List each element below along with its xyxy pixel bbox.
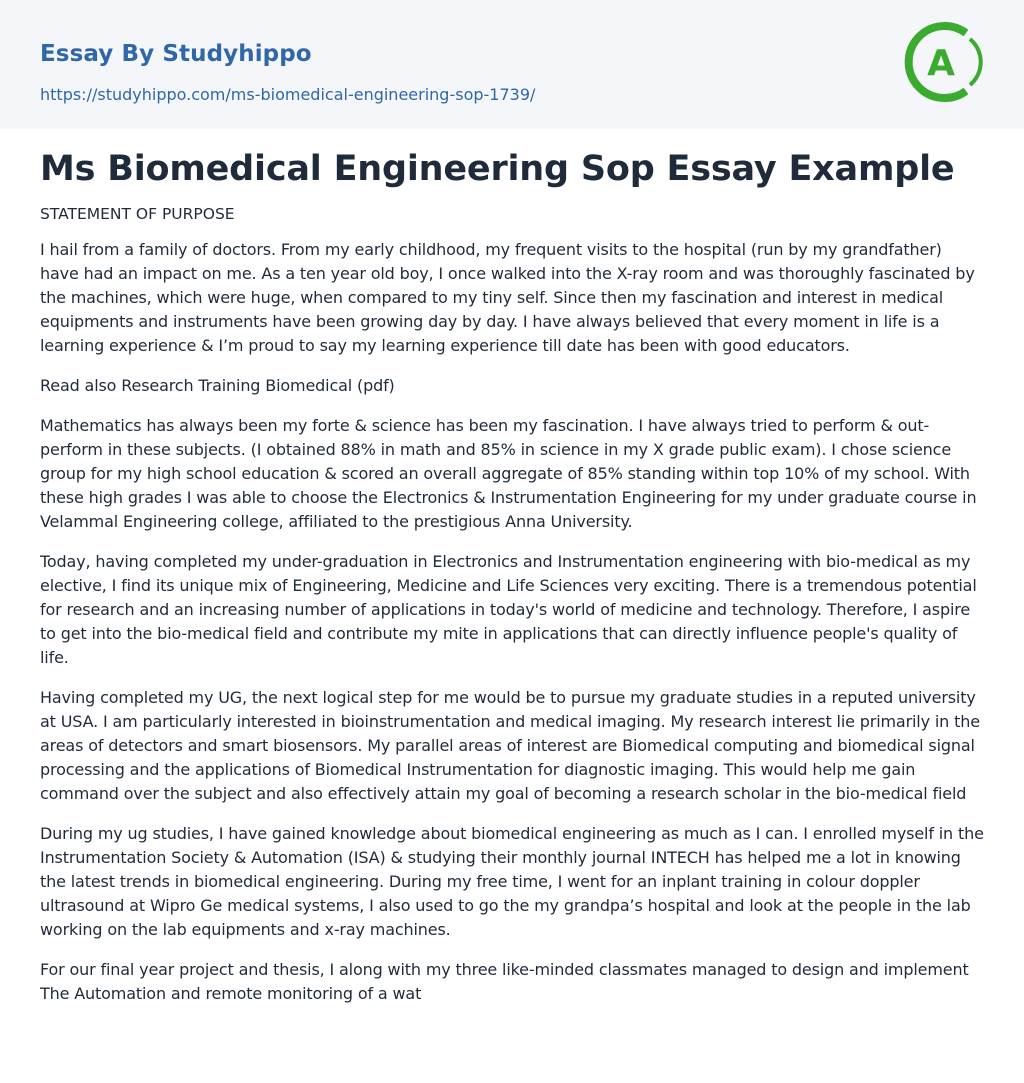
- page-title: Ms Biomedical Engineering Sop Essay Example: [40, 149, 955, 189]
- site-brand[interactable]: Essay By Studyhippo: [40, 41, 312, 67]
- paragraph-3: Mathematics has always been my forte & science has been my fascination. I have always tried to perform & out-perform in these subjects. (I obtained 88% in math and 85% in science in my X grade public exam). I chose science group for my high school education & scored an overall aggregate of 85% standing within top 10% of my school. With these high grades I was able to choose the Electronics & Instrumentation Engineering for my under graduate course in Velammal Engineering college, affiliated to the prestigious Anna University.: [40, 416, 977, 531]
- paragraph-4: Today, having completed my under-graduation in Electronics and Instrumentation engineering with bio-medical as my elective, I find its unique mix of Engineering, Medicine and Life Sciences very exciting. There is a tremendous potential for research and an increasing number of applications in today's world of medicine and technology. Therefore, I aspire to get into the bio-medical field and contribute my mite in applications that can directly influence people's quality of life.: [40, 552, 977, 667]
- essay-subtitle: STATEMENT OF PURPOSE: [40, 205, 235, 223]
- paragraph-7: For our final year project and thesis, I along with my three like-minded classmates managed to design and implement The Automation and remote monitoring of a wat: [40, 960, 969, 1003]
- paragraph-6: During my ug studies, I have gained knowledge about biomedical engineering as much as I can. I enrolled myself in the Instrumentation Society & Automation (ISA) & studying their monthly journal INTECH has helped me a lot in knowing the latest trends in biomedical engineering. During my free time, I went for an inplant training in colour doppler ultrasound at Wipro Ge medical systems, I also used to go the my grandpa’s hospital and look at the people in the lab working on the lab equipments and x-ray machines.: [40, 824, 984, 939]
- paragraph-1: I hail from a family of doctors. From my early childhood, my frequent visits to the hospital (run by my grandfather) have had an impact on me. As a ten year old boy, I once walked into the X-ray room and was thoroughly fascinated by the machines, which were huge, when compared to my tiny self. Since then my fascination and interest in medical equipments and instruments have been growing day by day. I have always believed that every moment in life is a learning experience & I’m proud to say my learning experience till date has been with good educators.: [40, 240, 975, 355]
- logo-letter: A: [927, 43, 955, 84]
- paragraph-5: Having completed my UG, the next logical step for me would be to pursue my graduate studies in a reputed university at USA. I am particularly interested in bioinstrumentation and medical imaging. My research interest lie primarily in the areas of detectors and smart biosensors. My parallel areas of interest are Biomedical computing and biomedical signal processing and the applications of Biomedical Instrumentation for diagnostic imaging. This would help me gain command over the subject and also effectively attain my goal of becoming a research scholar in the bio-medical field: [40, 688, 980, 803]
- essay-url-link[interactable]: https://studyhippo.com/ms-biomedical-engineering-sop-1739/: [40, 85, 536, 104]
- article-content: [0, 129, 1024, 1006]
- studyhippo-logo-icon[interactable]: [900, 19, 986, 105]
- site-header: [0, 0, 1024, 129]
- read-also-line: Read also Research Training Biomedical (pdf): [40, 376, 395, 395]
